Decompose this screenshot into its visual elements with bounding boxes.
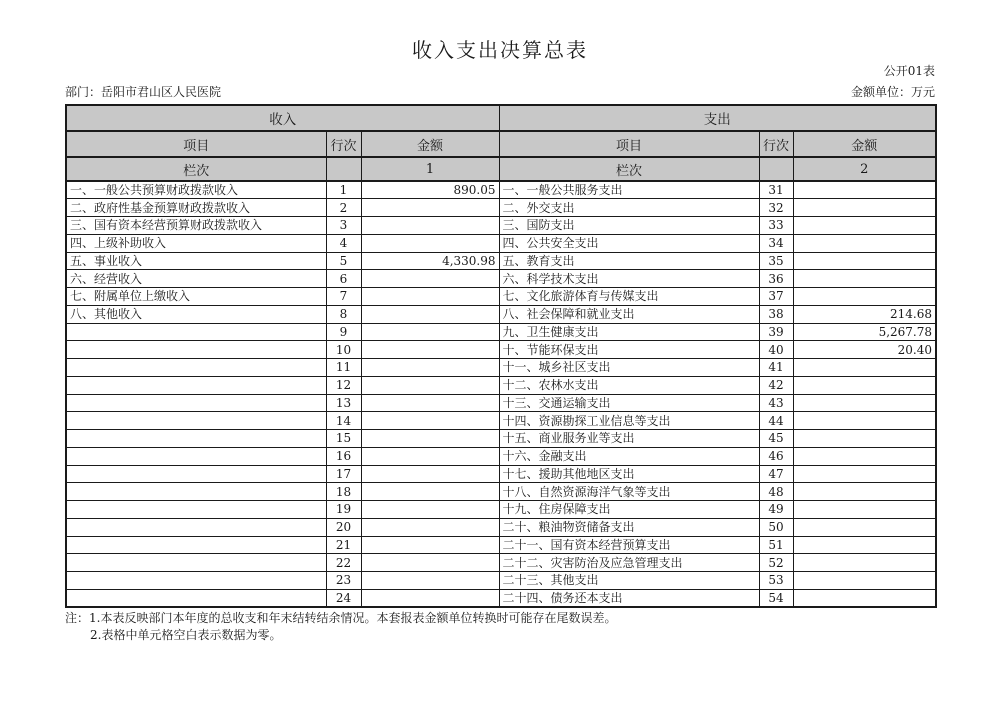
expense-amount-cell xyxy=(793,252,936,270)
expense-line-cell: 38 xyxy=(759,305,793,323)
expense-line-cell: 48 xyxy=(759,483,793,501)
income-amount-cell xyxy=(361,447,499,465)
expense-amount-cell xyxy=(793,518,936,536)
expense-amount-cell xyxy=(793,589,936,607)
income-amount-header: 金额 xyxy=(361,131,499,157)
expense-item-cell: 十五、商业服务业等支出 xyxy=(499,430,759,448)
income-item-cell: 六、经营收入 xyxy=(66,270,326,288)
expense-line-cell: 43 xyxy=(759,394,793,412)
expense-amount-cell xyxy=(793,412,936,430)
expense-amount-cell xyxy=(793,554,936,572)
income-amount-cell xyxy=(361,394,499,412)
expense-amount-cell: 214.68 xyxy=(793,305,936,323)
income-item-header: 项目 xyxy=(66,131,326,157)
table-code: 公开01表 xyxy=(883,64,935,78)
table-row xyxy=(66,589,936,607)
income-item-cell: 五、事业收入 xyxy=(66,252,326,270)
expense-item-cell: 十四、资源勘探工业信息等支出 xyxy=(499,412,759,430)
income-item-cell xyxy=(66,323,326,341)
expense-amount-cell xyxy=(793,536,936,554)
income-amount-cell xyxy=(361,234,499,252)
income-amount-cell xyxy=(361,288,499,306)
table-row xyxy=(66,483,936,501)
expense-amount-header: 金额 xyxy=(793,131,936,157)
income-item-cell: 二、政府性基金预算财政拨款收入 xyxy=(66,199,326,217)
income-line-cell: 4 xyxy=(326,234,361,252)
expense-amount-cell xyxy=(793,359,936,377)
expense-amount-cell xyxy=(793,394,936,412)
department-label: 部门：岳阳市君山区人民医院 xyxy=(65,85,222,99)
income-item-cell: 七、附属单位上缴收入 xyxy=(66,288,326,306)
income-amount-cell xyxy=(361,305,499,323)
expense-line-cell: 49 xyxy=(759,501,793,519)
income-item-cell xyxy=(66,483,326,501)
income-amount-cell xyxy=(361,323,499,341)
table-row xyxy=(66,234,936,252)
income-line-cell: 15 xyxy=(326,430,361,448)
income-item-cell xyxy=(66,501,326,519)
table-row xyxy=(66,518,936,536)
expense-amount-cell: 20.40 xyxy=(793,341,936,359)
income-amount-cell xyxy=(361,572,499,590)
table-row xyxy=(66,305,936,323)
income-line-header: 行次 xyxy=(326,131,361,157)
expense-line-cell: 39 xyxy=(759,323,793,341)
table-row xyxy=(66,181,936,199)
income-item-cell xyxy=(66,430,326,448)
income-line-cell: 1 xyxy=(326,181,361,199)
income-item-cell xyxy=(66,376,326,394)
expense-item-cell: 六、科学技术支出 xyxy=(499,270,759,288)
income-amount-cell xyxy=(361,430,499,448)
expense-line-cell: 35 xyxy=(759,252,793,270)
expense-amount-cell xyxy=(793,465,936,483)
summary-table xyxy=(65,104,937,608)
income-amount-cell: 890.05 xyxy=(361,181,499,199)
expense-item-cell: 二十一、国有资本经营预算支出 xyxy=(499,536,759,554)
expense-item-cell: 五、教育支出 xyxy=(499,252,759,270)
expense-line-cell: 52 xyxy=(759,554,793,572)
income-item-cell: 八、其他收入 xyxy=(66,305,326,323)
income-item-cell xyxy=(66,394,326,412)
expense-line-cell: 41 xyxy=(759,359,793,377)
income-line-cell: 5 xyxy=(326,252,361,270)
income-line-cell: 18 xyxy=(326,483,361,501)
income-amount-cell xyxy=(361,341,499,359)
expense-item-cell: 七、文化旅游体育与传媒支出 xyxy=(499,288,759,306)
expense-item-cell: 十八、自然资源海洋气象等支出 xyxy=(499,483,759,501)
income-line-cell: 2 xyxy=(326,199,361,217)
table-row xyxy=(66,359,936,377)
expense-item-cell: 二、外交支出 xyxy=(499,199,759,217)
table-row xyxy=(66,341,936,359)
expense-item-cell: 九、卫生健康支出 xyxy=(499,323,759,341)
expense-line-cell: 37 xyxy=(759,288,793,306)
expense-amount-cell xyxy=(793,270,936,288)
income-item-cell xyxy=(66,447,326,465)
expense-section-header: 支出 xyxy=(499,105,936,131)
income-amount-cell xyxy=(361,217,499,235)
income-line-cell: 12 xyxy=(326,376,361,394)
footnotes xyxy=(65,610,935,644)
income-item-cell xyxy=(66,554,326,572)
expense-line-cell: 50 xyxy=(759,518,793,536)
expense-colindex-line-blank xyxy=(759,157,793,181)
expense-item-cell: 十三、交通运输支出 xyxy=(499,394,759,412)
expense-item-cell: 二十三、其他支出 xyxy=(499,572,759,590)
expense-amount-cell xyxy=(793,447,936,465)
table-row xyxy=(66,376,936,394)
income-item-cell xyxy=(66,412,326,430)
income-amount-cell xyxy=(361,518,499,536)
table-row xyxy=(66,447,936,465)
expense-amount-cell xyxy=(793,234,936,252)
expense-line-cell: 36 xyxy=(759,270,793,288)
table-header xyxy=(66,105,936,181)
table-row xyxy=(66,430,936,448)
table-row xyxy=(66,572,936,590)
income-amount-cell xyxy=(361,270,499,288)
income-item-cell xyxy=(66,341,326,359)
expense-line-cell: 40 xyxy=(759,341,793,359)
expense-line-cell: 31 xyxy=(759,181,793,199)
table-row xyxy=(66,270,936,288)
expense-item-cell: 三、国防支出 xyxy=(499,217,759,235)
page-title: 收入支出决算总表 xyxy=(412,38,588,62)
expense-line-header: 行次 xyxy=(759,131,793,157)
expense-item-cell: 二十四、债务还本支出 xyxy=(499,589,759,607)
income-amount-cell xyxy=(361,465,499,483)
expense-line-cell: 54 xyxy=(759,589,793,607)
expense-line-cell: 44 xyxy=(759,412,793,430)
expense-line-cell: 45 xyxy=(759,430,793,448)
income-colindex-line-blank xyxy=(326,157,361,181)
expense-amount-cell xyxy=(793,288,936,306)
expense-item-cell: 一、一般公共服务支出 xyxy=(499,181,759,199)
income-line-cell: 22 xyxy=(326,554,361,572)
expense-amount-cell xyxy=(793,483,936,501)
table-body xyxy=(66,181,936,607)
expense-item-header: 项目 xyxy=(499,131,759,157)
expense-line-cell: 47 xyxy=(759,465,793,483)
income-line-cell: 6 xyxy=(326,270,361,288)
table-row xyxy=(66,199,936,217)
income-line-cell: 13 xyxy=(326,394,361,412)
note-line-1: 注：1.本表反映部门本年度的总收支和年末结转结余情况。本套报表金额单位转换时可能存在尾数误差。 xyxy=(65,611,617,625)
income-amount-cell xyxy=(361,376,499,394)
income-line-cell: 3 xyxy=(326,217,361,235)
expense-line-cell: 51 xyxy=(759,536,793,554)
note-line-2: 2.表格中单元格空白表示数据为零。 xyxy=(90,628,282,642)
table-row xyxy=(66,554,936,572)
income-line-cell: 14 xyxy=(326,412,361,430)
income-line-cell: 8 xyxy=(326,305,361,323)
income-line-cell: 10 xyxy=(326,341,361,359)
expense-amount-cell xyxy=(793,199,936,217)
income-line-cell: 16 xyxy=(326,447,361,465)
income-item-cell xyxy=(66,589,326,607)
expense-item-cell: 二十二、灾害防治及应急管理支出 xyxy=(499,554,759,572)
table-row xyxy=(66,288,936,306)
income-item-cell xyxy=(66,572,326,590)
table-row xyxy=(66,412,936,430)
unit-label: 金额单位：万元 xyxy=(850,85,935,99)
income-item-cell xyxy=(66,359,326,377)
table-row xyxy=(66,465,936,483)
table-row xyxy=(66,217,936,235)
income-amount-cell xyxy=(361,554,499,572)
expense-item-cell: 二十、粮油物资储备支出 xyxy=(499,518,759,536)
income-line-cell: 24 xyxy=(326,589,361,607)
expense-line-cell: 53 xyxy=(759,572,793,590)
income-line-cell: 20 xyxy=(326,518,361,536)
meta-row xyxy=(65,83,935,100)
expense-line-cell: 33 xyxy=(759,217,793,235)
income-line-cell: 21 xyxy=(326,536,361,554)
expense-amount-cell xyxy=(793,430,936,448)
income-item-cell: 一、一般公共预算财政拨款收入 xyxy=(66,181,326,199)
expense-item-cell: 十二、农林水支出 xyxy=(499,376,759,394)
expense-colindex-value: 2 xyxy=(793,157,936,181)
income-line-cell: 17 xyxy=(326,465,361,483)
expense-item-cell: 十七、援助其他地区支出 xyxy=(499,465,759,483)
table-row xyxy=(66,394,936,412)
expense-amount-cell xyxy=(793,376,936,394)
expense-item-cell: 十一、城乡社区支出 xyxy=(499,359,759,377)
expense-amount-cell xyxy=(793,572,936,590)
income-amount-cell xyxy=(361,501,499,519)
income-item-cell xyxy=(66,465,326,483)
table-row xyxy=(66,323,936,341)
income-colindex-label: 栏次 xyxy=(66,157,326,181)
income-amount-cell xyxy=(361,536,499,554)
income-line-cell: 23 xyxy=(326,572,361,590)
income-line-cell: 19 xyxy=(326,501,361,519)
income-line-cell: 7 xyxy=(326,288,361,306)
income-amount-cell xyxy=(361,199,499,217)
expense-line-cell: 46 xyxy=(759,447,793,465)
income-amount-cell xyxy=(361,359,499,377)
income-amount-cell xyxy=(361,483,499,501)
expense-amount-cell xyxy=(793,501,936,519)
expense-item-cell: 十、节能环保支出 xyxy=(499,341,759,359)
income-item-cell: 四、上级补助收入 xyxy=(66,234,326,252)
income-amount-cell xyxy=(361,412,499,430)
table-row xyxy=(66,252,936,270)
expense-line-cell: 42 xyxy=(759,376,793,394)
expense-amount-cell xyxy=(793,181,936,199)
expense-item-cell: 八、社会保障和就业支出 xyxy=(499,305,759,323)
income-amount-cell: 4,330.98 xyxy=(361,252,499,270)
expense-item-cell: 十九、住房保障支出 xyxy=(499,501,759,519)
income-item-cell xyxy=(66,518,326,536)
income-item-cell: 三、国有资本经营预算财政拨款收入 xyxy=(66,217,326,235)
expense-line-cell: 34 xyxy=(759,234,793,252)
expense-item-cell: 四、公共安全支出 xyxy=(499,234,759,252)
income-item-cell xyxy=(66,536,326,554)
income-section-header: 收入 xyxy=(66,105,499,131)
income-line-cell: 9 xyxy=(326,323,361,341)
income-line-cell: 11 xyxy=(326,359,361,377)
table-row xyxy=(66,536,936,554)
table-row xyxy=(66,501,936,519)
income-colindex-value: 1 xyxy=(361,157,499,181)
expense-colindex-label: 栏次 xyxy=(499,157,759,181)
expense-item-cell: 十六、金融支出 xyxy=(499,447,759,465)
expense-line-cell: 32 xyxy=(759,199,793,217)
income-amount-cell xyxy=(361,589,499,607)
expense-amount-cell: 5,267.78 xyxy=(793,323,936,341)
expense-amount-cell xyxy=(793,217,936,235)
